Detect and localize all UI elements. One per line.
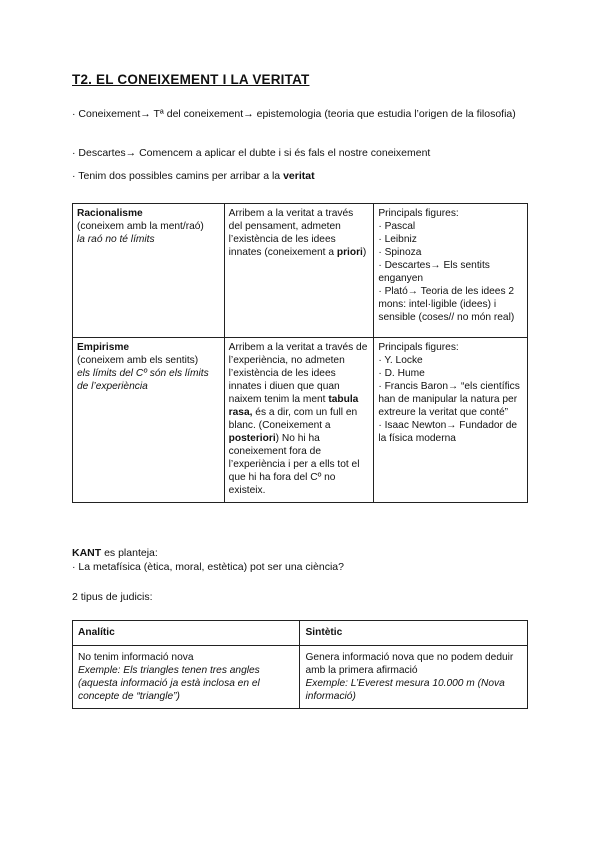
judgments-table	[72, 620, 528, 709]
paragraph-knowledge: · Coneixement→ Tª del coneixement→ epistemologia (teoria que estudia l’origen de la filosofia)	[72, 108, 516, 120]
kant-question: · La metafísica (ètica, moral, estètica) pot ser una ciència?	[72, 561, 344, 573]
paragraph-descartes: · Descartes→ Comencem a aplicar el dubte i si és fals el nostre coneixement	[72, 147, 431, 159]
racionalisme-description-cell: Arribem a la veritat a través del pensament, admeten l’existència de les idees innates (coneixement a priori)	[224, 204, 374, 338]
empirisme-figures-cell: Principals figures: · Y. Locke · D. Hume · Francis Baron→ “els científics han de manipular la natura per extreure la veritat que conté” · Isaac Newton→ Fundador de la física moderna	[374, 338, 528, 503]
knowledge-table	[72, 203, 528, 503]
list-item: · Plató→ Teoria de les idees 2 mons: intel·ligible (idees) i sensible (coses// no món real)	[378, 286, 515, 323]
paragraph-two-paths: · Tenim dos possibles camins per arribar a la veritat	[72, 170, 315, 182]
kant-paragraph: KANT es planteja:	[72, 547, 158, 559]
empirisme-name-cell: Empirisme (coneixem amb els sentits) els límits del Cº són els límits de l’experiència	[73, 338, 225, 503]
list-item: · Francis Baron→ “els científics han de manipular la natura per extreure la veritat que conté”	[378, 381, 520, 418]
table-row	[73, 646, 528, 709]
analitic-cell: No tenim informació nova Exemple: Els triangles tenen tres angles (aquesta informació ja està inclosa en el concepte de “triangle”)	[73, 646, 300, 709]
list-item: · Descartes→ Els sentits enganyen	[378, 260, 490, 284]
table-header-row	[73, 621, 528, 646]
list-item: · Y. Locke	[378, 355, 423, 366]
list-item: · Isaac Newton→ Fundador de la física moderna	[378, 420, 518, 444]
column-header-analitic: Analític	[73, 621, 300, 646]
column-header-sintetic: Sintètic	[300, 621, 528, 646]
page-title: T2. EL CONEIXEMENT I LA VERITAT	[72, 72, 310, 87]
table-row	[73, 204, 528, 338]
list-item: · Leibniz	[378, 234, 417, 245]
list-item: · D. Hume	[378, 368, 425, 379]
judicis-title: 2 tipus de judicis:	[72, 591, 153, 603]
racionalisme-name-cell: Racionalisme (coneixem amb la ment/raó) la raó no té límits	[73, 204, 225, 338]
list-item: · Pascal	[378, 221, 416, 232]
racionalisme-figures-cell: Principals figures: · Pascal · Leibniz · Spinoza · Descartes→ Els sentits enganyen · Plató→ Teoria de les idees 2 mons: intel·ligible (idees) i sensible (coses// no món real)	[374, 204, 528, 338]
empirisme-description-cell: Arribem a la veritat a través de l’experiència, no admeten l’existència de les idees innates i diuen que quan naixem tenim la ment tabula rasa, és a dir, com un full en blanc. (Coneixement a posteriori) No hi ha coneixement fora de l’experiència i per a ells tot el que hi ha fora del Cº no existeix.	[224, 338, 374, 503]
veritat-bold: veritat	[283, 170, 315, 182]
table-row	[73, 338, 528, 503]
list-item: · Spinoza	[378, 247, 422, 258]
sintetic-cell: Genera informació nova que no podem deduir amb la primera afirmació Exemple: L’Everest mesura 10.000 m (Nova informació)	[300, 646, 528, 709]
